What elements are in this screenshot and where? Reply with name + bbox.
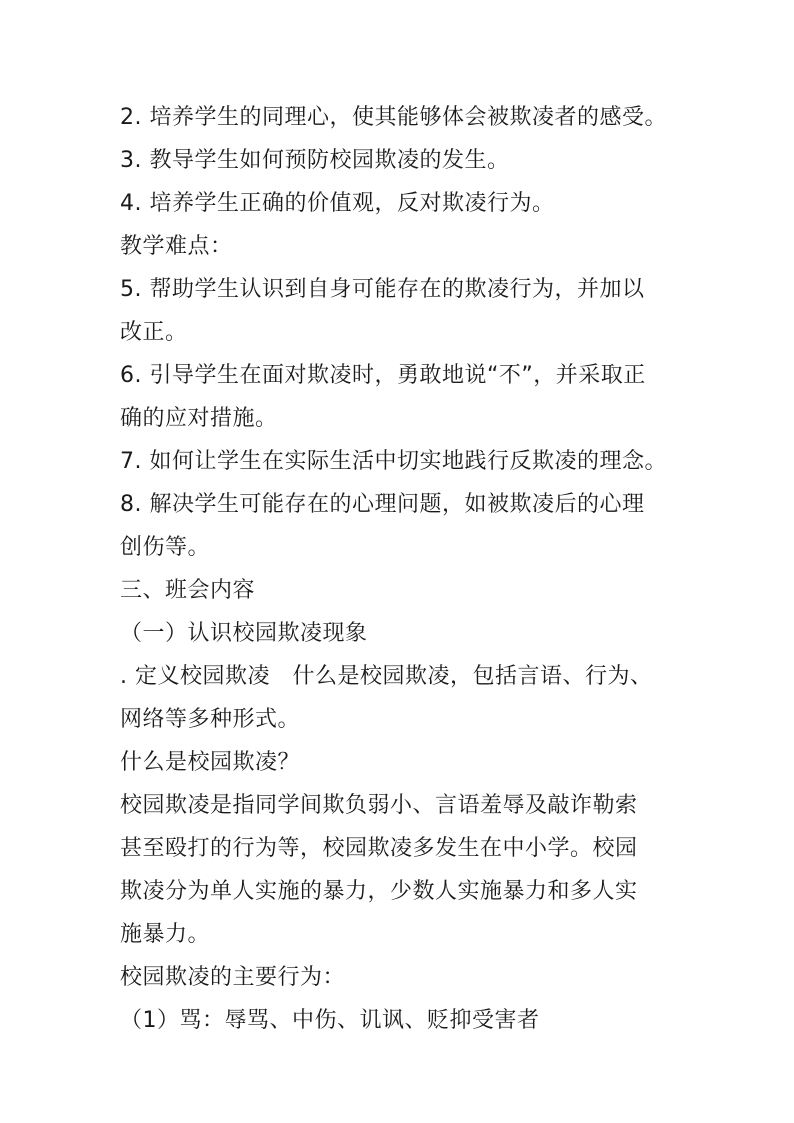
text-line-difficulty-7: 7. 如何让学生在实际生活中切实地践行反欺凌的理念。	[120, 449, 667, 474]
text-line-difficulty-8: 8. 解决学生可能存在的心理问题，如被欺凌后的心理	[120, 492, 645, 517]
text-line-question: 什么是校园欺凌？	[120, 750, 301, 775]
text-line-paragraph-2: 甚至殴打的行为等，校园欺凌多发生在中小学。校园	[120, 836, 638, 861]
text-line-objective-3: 3. 教导学生如何预防校园欺凌的发生。	[120, 148, 510, 173]
text-line-behaviors-heading: 校园欺凌的主要行为：	[120, 965, 346, 990]
text-line-definition: . 定义校园欺凌 什么是校园欺凌，包括言语、行为、	[120, 664, 653, 689]
text-line-paragraph-1: 校园欺凌是指同学间欺负弱小、言语羞辱及敲诈勒索	[120, 793, 638, 818]
document-body	[120, 96, 700, 1042]
text-line-definition-cont: 网络等多种形式。	[120, 707, 301, 732]
text-line-behavior-1: （1）骂：辱骂、中伤、讥讽、贬抑受害者	[120, 1008, 540, 1033]
text-line-objective-4: 4. 培养学生正确的价值观，反对欺凌行为。	[120, 191, 555, 216]
text-line-difficulty-5-cont: 改正。	[120, 320, 188, 345]
text-line-difficulty-6: 6. 引导学生在面对欺凌时，勇敢地说“不”，并采取正	[120, 363, 646, 388]
subsection-heading-1: （一）认识校园欺凌现象	[120, 621, 368, 646]
section-heading-content: 三、班会内容	[120, 578, 256, 603]
text-line-paragraph-3: 欺凌分为单人实施的暴力，少数人实施暴力和多人实	[120, 879, 638, 904]
text-line-paragraph-4: 施暴力。	[120, 922, 211, 947]
text-line-difficulty-8-cont: 创伤等。	[120, 535, 211, 560]
text-line-difficulty-5: 5. 帮助学生认识到自身可能存在的欺凌行为，并加以	[120, 277, 645, 302]
text-line-objective-2: 2. 培养学生的同理心，使其能够体会被欺凌者的感受。	[120, 105, 667, 130]
text-line-difficulty-6-cont: 确的应对措施。	[120, 406, 278, 431]
section-heading-difficulties: 教学难点：	[120, 234, 233, 259]
